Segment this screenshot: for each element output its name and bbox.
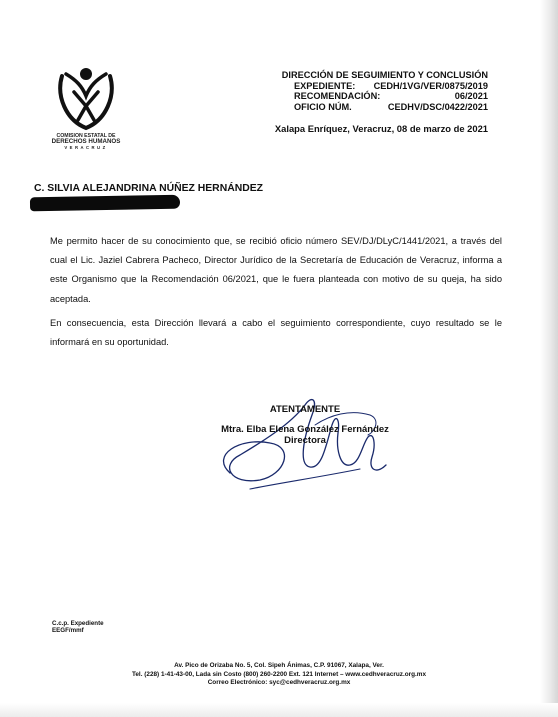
page-bottom-edge [0,703,558,717]
redaction-mark [30,195,180,212]
signer-name: Mtra. Elba Elena González Fernández [221,424,389,435]
body-paragraph-2: En consecuencia, esta Dirección llevará a cabo el seguimiento correspondiente, cuyo resultado se le informará en su oportunidad. [50,318,502,348]
footer-line-3: Correo Electrónico: syc@cedhveracruz.org.mx [207,679,351,687]
logo-line-2: DERECHOS HUMANOS [51,138,121,145]
logo-caption [48,133,124,151]
cedh-emblem-icon [54,62,118,132]
signer-role: Directora [284,435,326,446]
recomendacion-value: 06/2021 [454,91,488,102]
logo-line-1: COMISION ESTATAL DE [56,133,116,139]
ccp-line-2: EEGF/mmf [52,627,84,635]
cedh-logo [48,62,124,152]
ccp-line-1: C.c.p. Expediente [52,620,104,627]
closing-text: ATENTAMENTE [269,404,341,415]
recipient-name: C. SILVIA ALEJANDRINA NÚÑEZ HERNÁNDEZ [34,183,263,194]
expediente-value: CEDH/1VG/VER/0875/2019 [373,80,488,91]
signature-block [150,404,460,446]
date-line: Xalapa Enríquez, Veracruz, 08 de marzo de 2021 [274,123,488,134]
expediente-label: EXPEDIENTE: [294,80,356,91]
oficio-label: OFICIO NÚM. [294,101,352,112]
oficio-row [280,102,488,113]
footer-line-1: Av. Pico de Orizaba No. 5, Col. Sipeh Ánimas, C.P. 91067, Xalapa, Ver. [174,662,384,669]
footer-line-2: Tel. (228) 1-41-43-00, Lada sin Costo (800) 260-2200 Ext. 121 Internet – www.cedhveracruz.org.mx [131,670,427,678]
document-header [280,70,488,112]
oficio-value: CEDHV/DSC/0422/2021 [387,101,488,112]
footer-address [94,662,464,688]
ccp-block [52,620,104,635]
header-title: DIRECCIÓN DE SEGUIMIENTO Y CONCLUSIÓN [281,70,488,80]
expediente-row [280,81,488,92]
recomendacion-label: RECOMENDACIÓN: [294,91,381,102]
page-edge-shadow [540,0,558,717]
recomendacion-row [280,91,488,102]
logo-line-3: VERACRUZ [64,145,108,150]
body-paragraph-1: Me permito hacer de su conocimiento que, se recibió oficio número SEV/DJ/DLyC/1441/2021, a través del cual el Lic. Jaziel Cabrera Pacheco, Director Jurídico de la Secretaría de Educación de Veracruz, informa a este Organismo que la Recomendación 06/2021, que le fuera planteada con motivo de su queja, ha sido aceptada. [50,236,502,304]
